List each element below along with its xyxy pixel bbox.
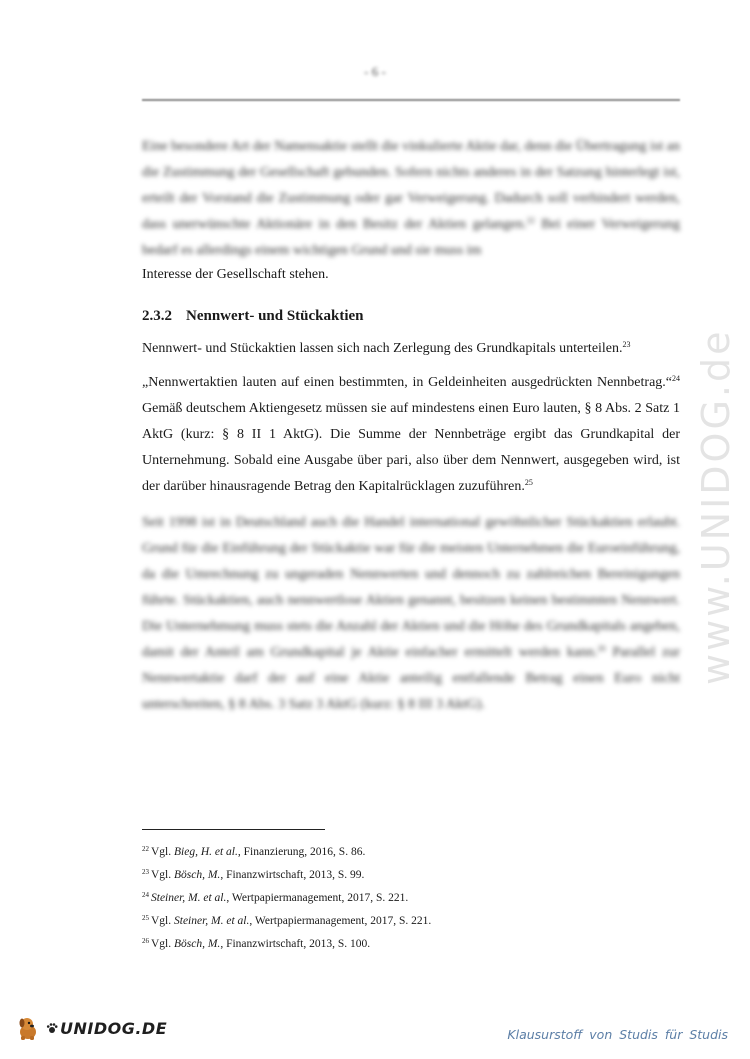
blurred-paragraph-1: Eine besondere Art der Namensaktie stellt die vinkulierte Aktie dar, denn die Übertragung ist an die Zustimmung der Gesellschaft gebunden. Sofern nichts anderes in der Satzung hinterlegt ist, erteilt der Vorstand die Zustimmung oder gar Verweigerung. Dadurch soll verhindert werden, dass unerwünschte Aktionäre in den Besitz der Aktien gelangen.$^{22}$ Bei einer Verweigerung bedarf es allerdings einem wichtigen Grund und sie muss im [142, 139, 681, 258]
blurred-paragraph-2: Seit 1998 ist in Deutschland auch die Handel international gewöhnlicher Stückaktien erlaubt. Grund für die Einführung der Stückaktie war für die meisten Unternehmen die Euroeinführung, da die Umrechnung zu ungeraden Nennwerten und dennoch zu zahlreichen Bereinigungen führte. Stückaktien, auch nennwertlose Aktien genannt, besitzen keinen bestimmten Nennwert. Die Unternehmung muss stets die Anzahl der Aktien und die Höhe des Grundkapitals angeben, damit der Anteil am Grundkapital je Aktie einfacher ermittelt werden kann.$^{26}$ Parallel zur Nennwertaktie darf der auf eine Aktie anteilig entfallende Betrag einen Euro nicht unterschreiten, § 8 Abs. 3 Satz 3 AktG (kurz: § 8 III 3 AktG). [142, 515, 680, 712]
footnote-24: $^{24}$ Steiner, M. et al., Wertpapiermanagement, 2017, S. 221. [142, 891, 409, 904]
main-paragraph [142, 370, 680, 500]
document-body [142, 134, 680, 718]
footer-tagline: Klausurstoff von Studis für Studis [507, 1027, 728, 1042]
footnote-separator [142, 829, 325, 830]
header-rule [142, 99, 680, 101]
paragraph-1-tail: Interesse der Gesellschaft stehen. [142, 267, 329, 282]
quote-text: „Nennwertaktien lauten auf einen bestimmten, in Geldeinheiten ausgedrückten Nennbetrag.“ [142, 375, 672, 390]
footnotes [142, 841, 680, 956]
footnote-ref: 25 [524, 478, 533, 487]
dog-mascot-icon [14, 1014, 42, 1042]
footnote-23: $^{23}$ Vgl. Bösch, M., Finanzwirtschaft, 2013, S. 99. [142, 868, 365, 881]
unidog-logo[interactable] [14, 1010, 167, 1046]
section-number: 2.3.2 [142, 308, 172, 324]
page-number: - 6 - [364, 64, 386, 79]
paw-icon [46, 1022, 58, 1034]
logo-text: UNIDOG.DE [60, 1018, 168, 1038]
footnote-ref: 23 [622, 340, 631, 349]
footnote-ref: 24 [672, 374, 680, 383]
section-heading [142, 306, 680, 326]
section-title: Nennwert- und Stückaktien [186, 308, 364, 324]
footnote-22: $^{22}$ Vgl. Bieg, H. et al., Finanzierung, 2016, S. 86. [142, 845, 366, 858]
footnote-26: $^{26}$ Vgl. Bösch, M., Finanzwirtschaft, 2013, S. 100. [142, 937, 371, 950]
footnote-25: $^{25}$ Vgl. Steiner, M. et al., Wertpapiermanagement, 2017, S. 221. [142, 914, 432, 927]
watermark: www.UNIDOG.de [694, 328, 738, 686]
intro-paragraph: Nennwert- und Stückaktien lassen sich nach Zerlegung des Grundkapitals unterteilen.$^{23}$ [142, 340, 631, 356]
main-paragraph-body: Gemäß deutschem Aktiengesetz müssen sie auf mindestens einen Euro lauten, § 8 Abs. 2 Satz 1 AktG (kurz: § 8 II 1 AktG). Die Summe der Nennbeträge ergibt das Grundkapital der Unternehmung. Sobald eine Ausgabe über pari, also über dem Nennwert, ausgegeben wird, ist der darüber hinausragende Betrag den Kapitalrücklagen zuzuführen. [142, 401, 680, 494]
